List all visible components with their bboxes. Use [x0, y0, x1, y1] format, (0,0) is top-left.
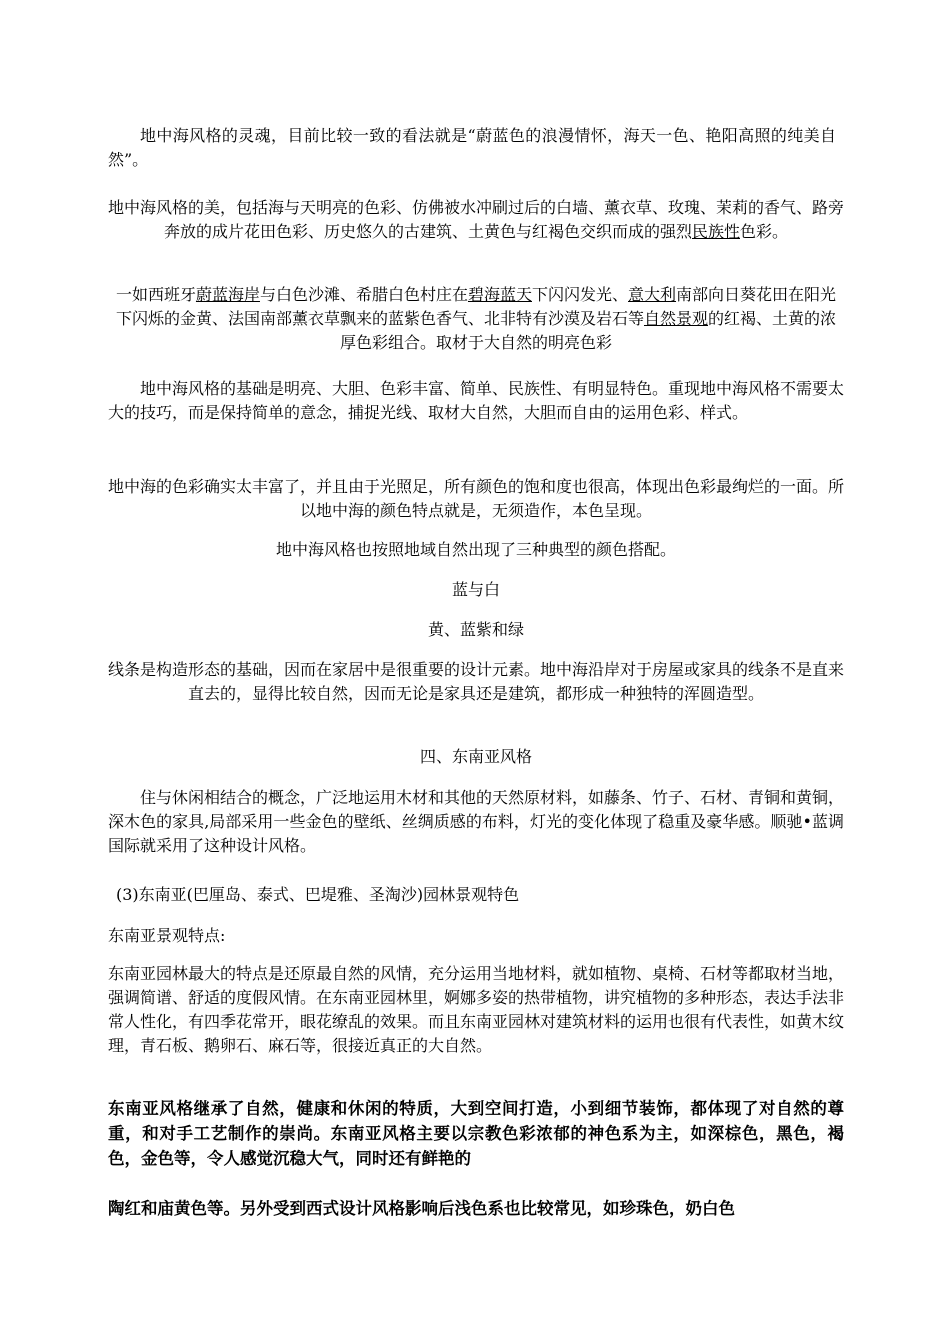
- paragraph-style-heritage: 东南亚风格继承了自然，健康和休闲的特质，大到空间打造，小到细节装饰，都体现了对自然的尊重，和对手工艺制作的崇尚。东南亚风格主要以宗教色彩浓郁的神色系为主，如深棕色，黑色，褐色，金色等，令人感觉沉稳大气，同时还有鲜艳的: [108, 1099, 844, 1168]
- heading-southeast-asia-style: 四、东南亚风格: [419, 747, 532, 766]
- paragraph-beauty: [108, 196, 844, 244]
- paragraph-examples: [108, 283, 844, 355]
- paragraph-beauty-text: 地中海风格的美，包括海与天明亮的色彩、仿佛被水冲刷过后的白墙、薰衣草、玫瑰、茉莉的香气、路旁奔放的成片花田色彩、历史悠久的古建筑、土黄色与红褐色交织而成的强烈: [108, 198, 845, 241]
- text-span: 南部向日葵花田在阳光下闪烁的金黄、法国南部薰衣草飘来的蓝紫色香气、北非特有沙漠及岩石等: [115, 285, 837, 328]
- heading-yellow-purple-green: 黄、蓝紫和绿: [427, 620, 524, 639]
- section-heading-garden: (3)东南亚(巴厘岛、泰式、巴堤雅、圣淘沙)园林景观特色: [116, 885, 520, 904]
- paragraph-style-colors: 陶红和庙黄色等。另外受到西式设计风格影响后浅色系也比较常见，如珍珠色，奶白色: [108, 1199, 735, 1218]
- text-span: 与白色沙滩、希腊白色村庄在: [259, 285, 468, 304]
- text-span: 下闪闪发光、: [532, 285, 629, 304]
- link-azure-coast[interactable]: 蔚蓝海岸: [195, 285, 260, 304]
- paragraph-colors: 地中海的色彩确实太丰富了，并且由于光照足，所有颜色的饱和度也很高，体现出色彩最绚烂的一面。所以地中海的颜色特点就是，无须造作，本色呈现。: [108, 477, 845, 520]
- heading-blue-white: 蓝与白: [451, 580, 500, 599]
- link-italy[interactable]: 意大利: [628, 285, 677, 304]
- link-blue-sea-sky[interactable]: 碧海蓝天: [467, 285, 532, 304]
- paragraph-living-leisure: 住与休闲相结合的概念，广泛地运用木材和其他的天然原材料，如藤条、竹子、石材、青铜和黄铜，深木色的家具,局部采用一些金色的壁纸、丝绸质感的布料，灯光的变化体现了稳重及豪华感。顺驰•蓝调国际就采用了这种设计风格。: [108, 788, 845, 855]
- link-ethnic[interactable]: 民族性: [691, 222, 740, 241]
- text-span: 一如西班牙: [115, 285, 196, 304]
- link-natural-landscape[interactable]: 自然景观: [643, 309, 708, 328]
- paragraph-basis: 地中海风格的基础是明亮、大胆、色彩丰富、简单、民族性、有明显特色。重现地中海风格不需要太大的技巧，而是保持简单的意念，捕捉光线、取材大自然，大胆而自由的运用色彩、样式。: [108, 379, 845, 422]
- text-span: 的红褐、土黄的浓厚色彩组合。取材于大自然的明亮色彩: [339, 309, 837, 352]
- paragraph-beauty-end: 色彩。: [740, 222, 789, 241]
- paragraph-soul: 地中海风格的灵魂，目前比较一致的看法就是“蔚蓝色的浪漫情怀，海天一色、艳阳高照的纯美自然”。: [108, 126, 836, 169]
- paragraph-garden-features: 东南亚园林最大的特点是还原最自然的风情，充分运用当地材料，就如植物、桌椅、石材等都取材当地，强调简谱、舒适的度假风情。在东南亚园林里，婀娜多姿的热带植物，讲究植物的多种形态，表达手法非常人性化，有四季花常开，眼花缭乱的效果。而且东南亚园林对建筑材料的运用也很有代表性，如黄木纹理，青石板、鹅卵石、麻石等，很接近真正的大自然。: [108, 964, 845, 1055]
- paragraph-three-types: 地中海风格也按照地域自然出现了三种典型的颜色搭配。: [275, 540, 676, 559]
- paragraph-lines: 线条是构造形态的基础，因而在家居中是很重要的设计元素。地中海沿岸对于房屋或家具的线条不是直来直去的，显得比较自然，因而无论是家具还是建筑，都形成一种独特的浑圆造型。: [108, 660, 845, 703]
- subheading-landscape-features: 东南亚景观特点:: [108, 926, 226, 945]
